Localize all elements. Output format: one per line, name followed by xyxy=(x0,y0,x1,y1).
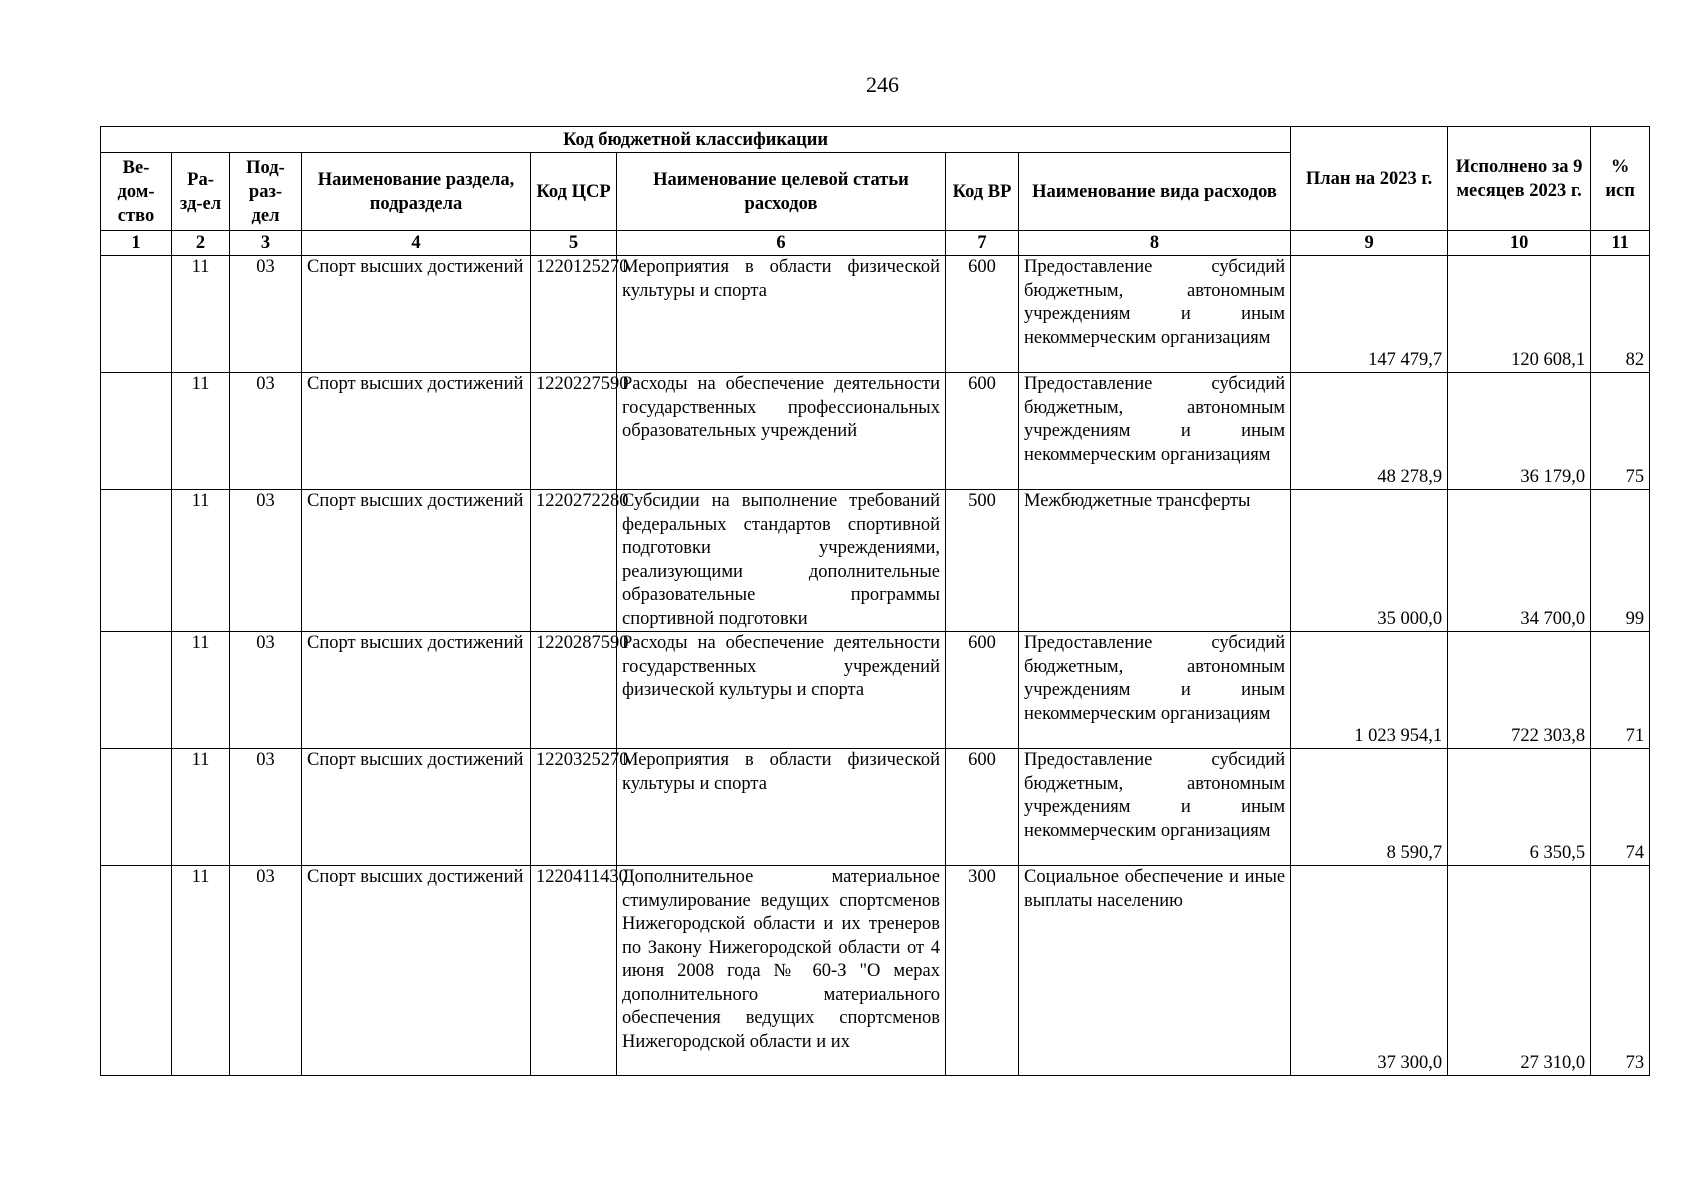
cell-executed: 6 350,5 xyxy=(1448,749,1591,866)
cell-csr: 1220287590 xyxy=(531,632,617,749)
cell-razdel: 11 xyxy=(172,256,230,373)
cell-vr: 600 xyxy=(946,749,1019,866)
cell-expense-type: Предоставление субсидий бюджетным, автономным учреждениям и иным некоммерческим организациям xyxy=(1019,632,1291,749)
col-header-razdel-name: Наименование раздела, подраздела xyxy=(302,153,531,231)
cell-plan: 8 590,7 xyxy=(1291,749,1448,866)
cell-vedomstvo xyxy=(101,749,172,866)
table-row xyxy=(101,866,1650,1076)
cell-csr: 1220125270 xyxy=(531,256,617,373)
cell-expense-type: Социальное обеспечение и иные выплаты населению xyxy=(1019,866,1291,1076)
cell-csr: 1220325270 xyxy=(531,749,617,866)
cell-podrazdel: 03 xyxy=(230,866,302,1076)
cell-percent: 73 xyxy=(1591,866,1650,1076)
cell-vr: 600 xyxy=(946,632,1019,749)
col-number: 7 xyxy=(946,231,1019,256)
col-number: 9 xyxy=(1291,231,1448,256)
cell-article: Расходы на обеспечение деятельности государственных профессиональных образовательных учреждений xyxy=(617,373,946,490)
cell-plan: 48 278,9 xyxy=(1291,373,1448,490)
cell-razdel-name: Спорт высших достижений xyxy=(302,632,531,749)
cell-percent: 74 xyxy=(1591,749,1650,866)
cell-vr: 600 xyxy=(946,373,1019,490)
cell-plan: 35 000,0 xyxy=(1291,490,1448,632)
cell-razdel: 11 xyxy=(172,749,230,866)
cell-razdel: 11 xyxy=(172,866,230,1076)
col-number: 6 xyxy=(617,231,946,256)
cell-vr: 300 xyxy=(946,866,1019,1076)
cell-csr: 1220272280 xyxy=(531,490,617,632)
cell-article: Мероприятия в области физической культуры и спорта xyxy=(617,256,946,373)
cell-plan: 37 300,0 xyxy=(1291,866,1448,1076)
cell-podrazdel: 03 xyxy=(230,373,302,490)
col-header-vedomstvo: Ве-дом-ство xyxy=(101,153,172,231)
cell-executed: 27 310,0 xyxy=(1448,866,1591,1076)
budget-table xyxy=(100,126,1650,1076)
cell-razdel-name: Спорт высших достижений xyxy=(302,256,531,373)
table-row xyxy=(101,490,1650,632)
col-number: 1 xyxy=(101,231,172,256)
cell-razdel-name: Спорт высших достижений xyxy=(302,373,531,490)
cell-article: Расходы на обеспечение деятельности государственных учреждений физической культуры и спорта xyxy=(617,632,946,749)
cell-razdel-name: Спорт высших достижений xyxy=(302,866,531,1076)
cell-article: Мероприятия в области физической культуры и спорта xyxy=(617,749,946,866)
cell-article: Дополнительное материальное стимулирование ведущих спортсменов Нижегородской области и их тренеров по Закону Нижегородской области от 4 июня 2008 года № 60-З "О мерах дополнительного материального обеспечения ведущих спортсменов Нижегородской области и их xyxy=(617,866,946,1076)
col-number: 2 xyxy=(172,231,230,256)
cell-csr: 1220411430 xyxy=(531,866,617,1076)
cell-vedomstvo xyxy=(101,632,172,749)
col-header-podrazdel: Под-раз-дел xyxy=(230,153,302,231)
col-number: 11 xyxy=(1591,231,1650,256)
cell-razdel: 11 xyxy=(172,373,230,490)
cell-percent: 99 xyxy=(1591,490,1650,632)
cell-vr: 500 xyxy=(946,490,1019,632)
cell-plan: 147 479,7 xyxy=(1291,256,1448,373)
cell-podrazdel: 03 xyxy=(230,490,302,632)
cell-razdel: 11 xyxy=(172,490,230,632)
cell-article: Субсидии на выполнение требований федеральных стандартов спортивной подготовки учреждениями, реализующими дополнительные образовательные программы спортивной подготовки xyxy=(617,490,946,632)
cell-expense-type: Предоставление субсидий бюджетным, автономным учреждениям и иным некоммерческим организациям xyxy=(1019,749,1291,866)
cell-executed: 120 608,1 xyxy=(1448,256,1591,373)
cell-executed: 34 700,0 xyxy=(1448,490,1591,632)
cell-vr: 600 xyxy=(946,256,1019,373)
cell-expense-type: Предоставление субсидий бюджетным, автономным учреждениям и иным некоммерческим организациям xyxy=(1019,256,1291,373)
cell-razdel-name: Спорт высших достижений xyxy=(302,749,531,866)
table-row xyxy=(101,373,1650,490)
col-number: 3 xyxy=(230,231,302,256)
cell-percent: 71 xyxy=(1591,632,1650,749)
cell-expense-type: Межбюджетные трансферты xyxy=(1019,490,1291,632)
cell-razdel-name: Спорт высших достижений xyxy=(302,490,531,632)
col-header-expense-type: Наименование вида расходов xyxy=(1019,153,1291,231)
col-number: 4 xyxy=(302,231,531,256)
col-header-razdel: Ра-зд-ел xyxy=(172,153,230,231)
cell-vedomstvo xyxy=(101,373,172,490)
cell-podrazdel: 03 xyxy=(230,749,302,866)
cell-percent: 75 xyxy=(1591,373,1650,490)
col-number: 10 xyxy=(1448,231,1591,256)
table-row xyxy=(101,749,1650,866)
cell-csr: 1220227590 xyxy=(531,373,617,490)
col-header-csr: Код ЦСР xyxy=(531,153,617,231)
cell-vedomstvo xyxy=(101,866,172,1076)
cell-podrazdel: 03 xyxy=(230,632,302,749)
cell-executed: 36 179,0 xyxy=(1448,373,1591,490)
cell-percent: 82 xyxy=(1591,256,1650,373)
col-header-vr: Код ВР xyxy=(946,153,1019,231)
cell-vedomstvo xyxy=(101,256,172,373)
table-row xyxy=(101,632,1650,749)
cell-podrazdel: 03 xyxy=(230,256,302,373)
col-header-executed: Исполнено за 9 месяцев 2023 г. xyxy=(1448,127,1591,231)
table-row xyxy=(101,256,1650,373)
cell-razdel: 11 xyxy=(172,632,230,749)
col-number: 5 xyxy=(531,231,617,256)
col-number: 8 xyxy=(1019,231,1291,256)
cell-plan: 1 023 954,1 xyxy=(1291,632,1448,749)
page-number: 246 xyxy=(866,72,899,97)
cell-vedomstvo xyxy=(101,490,172,632)
col-header-article: Наименование целевой статьи расходов xyxy=(617,153,946,231)
cell-expense-type: Предоставление субсидий бюджетным, автономным учреждениям и иным некоммерческим организациям xyxy=(1019,373,1291,490)
col-header-percent: % исп xyxy=(1591,127,1650,231)
col-header-plan: План на 2023 г. xyxy=(1291,127,1448,231)
cell-executed: 722 303,8 xyxy=(1448,632,1591,749)
budget-classification-header: Код бюджетной классификации xyxy=(101,127,1291,153)
